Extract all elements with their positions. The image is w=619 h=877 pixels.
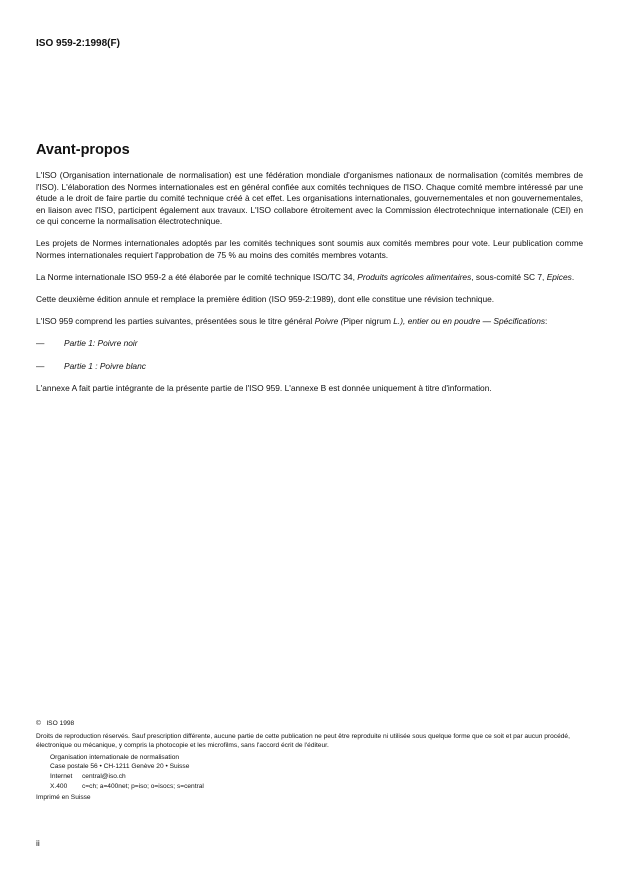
dash: — [36,338,45,349]
text-italic: Epices [546,272,572,283]
postal-address: Case postale 56 • CH-1211 Genève 20 • Suisse [50,763,190,771]
text: . [571,272,575,283]
paragraph-annexes: L'annexe A fait partie intégrante de la présente partie de l'ISO 959. L'annexe B est donnée uniquement à titre d'information. [36,382,492,393]
paragraph-voting: Les projets de Normes internationales adoptés par les comités techniques sont soumis aux comités membres pour vote. Leur publication comme Normes internationales requiert l'approbation de 75 % au moins des comités membres votants. [36,238,583,261]
text-italic: Poivre ( [314,316,344,327]
internet-email: central@iso.ch [82,772,126,780]
paragraph-edition: Cette deuxième édition annule et remplace la première édition (ISO 959-2:1989), dont elle constitue une révision technique. [36,294,495,305]
document-id-header: ISO 959-2:1998(F) [36,38,120,49]
paragraph-parts [36,316,583,328]
text-italic: Produits agricoles alimentaires [357,272,472,283]
x400-contact [36,782,583,792]
paragraph-iso-intro: L'ISO (Organisation internationale de normalisation) est une fédération mondiale d'organismes nationaux de normalisation (comités membres de l'ISO). L'élaboration des Normes internationales est en général confiée aux comités techniques de l'ISO. Chaque comité membre intéressé par une étude a le droit de faire partie du comité technique créé à cet effet. Les organisations internationales, gouvernementales et non gouvernementales, en liaison avec l'ISO, participent également aux travaux. L'ISO collabore étroitement avec la Commission électrotechnique internationale (CEI) en ce qui concerne la normalisation électrotechnique. [36,170,583,227]
text: L'ISO 959 comprend les parties suivantes, présentées sous le titre général [36,316,315,327]
internet-contact [36,772,583,782]
x400-label: X.400 [50,782,68,790]
copyright-line: © ISO 1998 [36,720,75,727]
list-item [36,361,583,373]
foreword-body [36,170,583,405]
printed-in: Imprimé en Suisse [36,794,91,802]
page-number: ii [36,838,40,848]
rights-notice: Droits de reproduction réservés. Sauf prescription différente, aucune partie de cette publication ne peut être reproduite ni utilisée sous quelque forme que ce soit et par aucun procédé, électronique ou mécanique, y compris la photocopie et les microfilms, sans l'accord écrit de l'éditeur. [36,732,570,750]
dash: — [36,360,45,371]
section-title: Avant-propos [36,142,130,158]
list-item-text: Partie 1 : Poivre blanc [64,360,146,371]
list-item [36,338,583,350]
text: Piper nigrum [343,316,394,327]
copyright-footer [36,719,583,803]
list-item-text: Partie 1: Poivre noir [64,338,138,349]
text: , sous-comité SC 7, [471,272,547,283]
x400-address: c=ch; a=400net; p=iso; o=isocs; s=central [82,782,204,790]
internet-label: Internet [50,772,73,780]
text-italic: L.), entier ou en poudre — Spécifications [393,316,546,327]
paragraph-committee [36,272,583,284]
organisation-name: Organisation internationale de normalisation [50,753,180,761]
text: La Norme internationale ISO 959-2 a été élaborée par le comité technique ISO/TC 34, [36,272,358,283]
text: : [545,316,548,327]
